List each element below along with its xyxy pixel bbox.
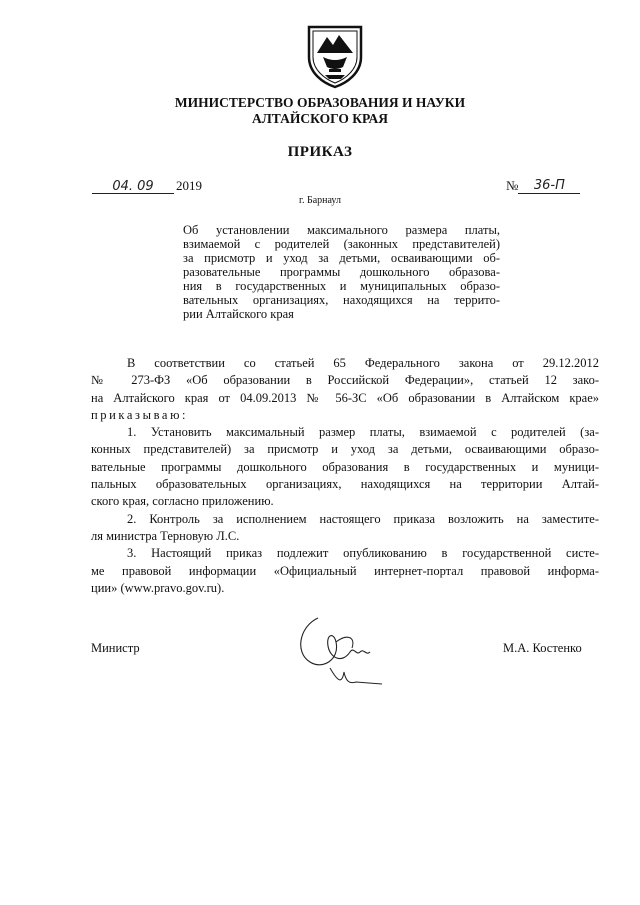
order-subject: [183, 223, 500, 321]
body-line: ля министра Терновую Л.С.: [91, 528, 240, 543]
body-line: ского края, согласно приложению.: [91, 494, 274, 509]
city: г. Барнаул: [299, 195, 341, 206]
body-line: В соответствии со статьей 65 Федерального закона от 29.12.2012: [127, 356, 599, 370]
coat-of-arms-icon: [303, 23, 367, 89]
body-line: 1. Установить максимальный размер платы, взимаемой с родителей (за-: [127, 425, 599, 440]
body-line: пальных образовательных организациях, находящихся на территории Алтай-: [91, 477, 599, 492]
subject-line: вательных организациях, находящихся на террито-: [183, 293, 500, 307]
subject-line: рии Алтайского края: [183, 307, 294, 321]
number-prefix: №: [506, 178, 519, 193]
ministry-name-line2: АЛТАЙСКОГО КРАЯ: [251, 111, 389, 126]
date-year: 2019: [176, 178, 202, 193]
subject-line: ния в государственных и муниципальных образо-: [183, 279, 500, 293]
subject-line: Об установлении максимального размера платы,: [183, 223, 500, 237]
subject-line: взимаемой с родителей (законных представителей): [183, 237, 500, 251]
subject-line: за присмотр и уход за детьми, осваивающими об-: [183, 251, 500, 265]
order-body: [91, 355, 599, 597]
handwritten-signature-icon: [290, 612, 390, 692]
body-line: № 273-ФЗ «Об образовании в Российской Федерации», статьей 12 зако-: [91, 373, 599, 388]
body-line: 3. Настоящий приказ подлежит опубликованию в государственной систе-: [127, 546, 599, 561]
signer-position: Министр: [91, 641, 140, 655]
body-line: на Алтайского края от 04.09.2013 № 56-ЗС «Об образовании в Алтайском крае»: [91, 390, 599, 405]
signer-name: М.А. Костенко: [503, 641, 582, 655]
date-handwritten: 04. 09: [112, 179, 154, 194]
body-line: вательные программы дошкольного образования в государственных и муници-: [91, 459, 599, 474]
number-handwritten: 36-П: [518, 178, 580, 194]
document-type: ПРИКАЗ: [287, 144, 353, 160]
order-date: [92, 178, 202, 194]
body-line: ме правовой информации «Официальный интернет-портал правовой информа-: [91, 563, 599, 578]
ministry-name-line1: МИНИСТЕРСТВО ОБРАЗОВАНИЯ И НАУКИ: [174, 95, 466, 110]
body-line-prikazyvayu: приказываю:: [91, 407, 189, 422]
body-line: конных представителей) за присмотр и уход за детьми, осваивающими образо-: [91, 442, 599, 457]
subject-line: разовательные программы дошкольного образова-: [183, 265, 500, 279]
body-line: 2. Контроль за исполнением настоящего приказа возложить на заместите-: [127, 511, 599, 526]
order-number: [506, 178, 580, 194]
body-line: ции» (www.pravo.gov.ru).: [91, 580, 225, 595]
